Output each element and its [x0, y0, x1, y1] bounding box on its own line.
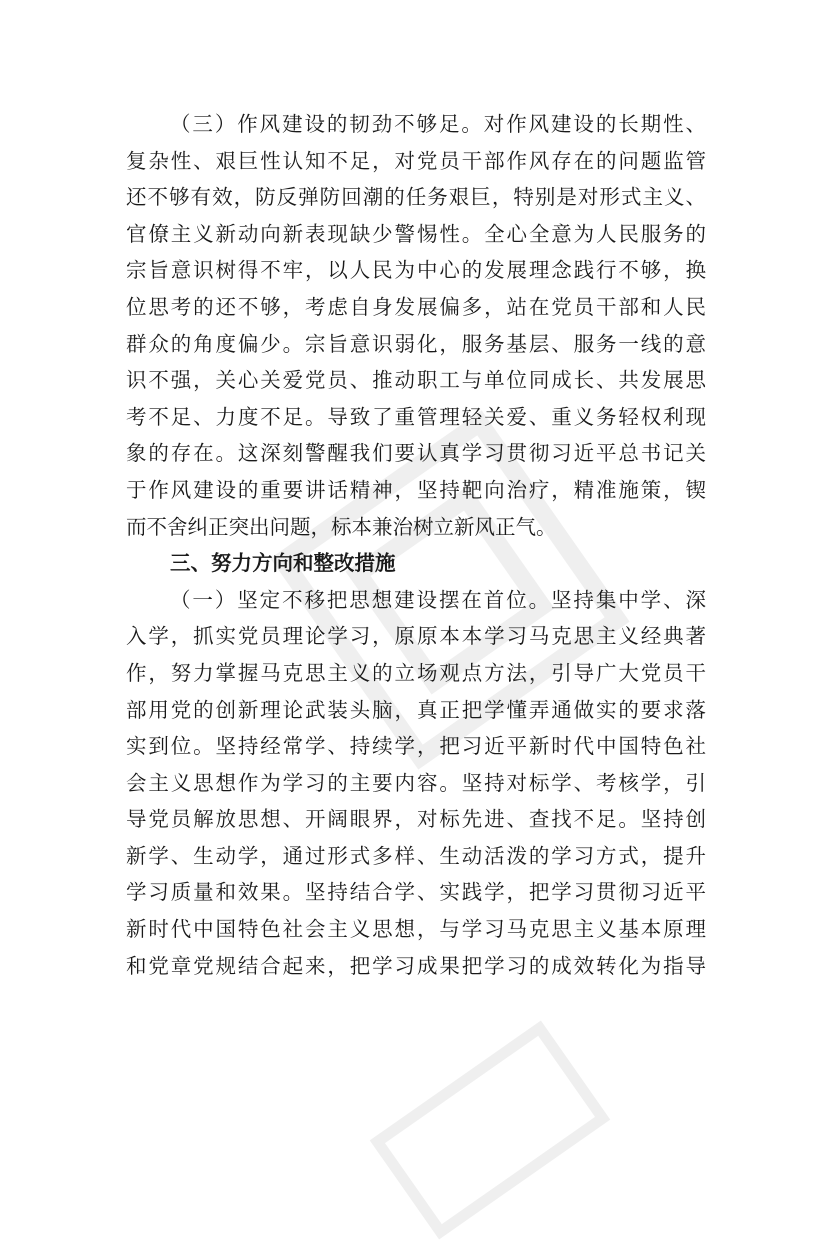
paragraph-line: 于作风建设的重要讲话精神，坚持靶向治疗，精准施策，锲 [126, 477, 706, 502]
paragraph-line: 入学，抓实党员理论学习，原原本本学习马克思主义经典著 [126, 624, 706, 649]
document-body [126, 106, 706, 984]
paragraph-line: 作，努力掌握马克思主义的立场观点方法，引导广大党员干 [126, 660, 706, 685]
paragraph-line: （一）坚定不移把思想建设摆在首位。坚持集中学、深 [170, 587, 706, 612]
watermark-bottom-icon [360, 1010, 621, 1250]
section-heading: 三、努力方向和整改措施 [170, 551, 396, 576]
paragraph-line: 会主义思想作为学习的主要内容。坚持对标学、考核学，引 [126, 770, 706, 795]
paragraph-line: 而不舍纠正突出问题，标本兼治树立新风正气。 [126, 514, 557, 539]
paragraph-line: 复杂性、艰巨性认知不足，对党员干部作风存在的问题监管 [126, 148, 706, 173]
paragraph-line: 实到位。坚持经常学、持续学，把习近平新时代中国特色社 [126, 734, 706, 759]
section-three-paragraph [126, 106, 706, 545]
paragraph-line: 学习质量和效果。坚持结合学、实践学，把学习贯彻习近平 [126, 880, 706, 905]
paragraph-line: 宗旨意识树得不牢，以人民为中心的发展理念践行不够，换 [126, 258, 706, 283]
paragraph-line: 新时代中国特色社会主义思想，与学习马克思主义基本原理 [126, 917, 706, 942]
paragraph-line: 考不足、力度不足。导致了重管理轻关爱、重义务轻权利现 [126, 404, 706, 429]
paragraph-line: 和党章党规结合起来，把学习成果把学习的成效转化为指导 [126, 953, 706, 978]
paragraph-line: 还不够有效，防反弹防回潮的任务艰巨，特别是对形式主义、 [126, 185, 706, 210]
paragraph-line: 新学、生动学，通过形式多样、生动活泼的学习方式，提升 [126, 843, 706, 868]
paragraph-line: 部用党的创新理论武装头脑，真正把学懂弄通做实的要求落 [126, 697, 706, 722]
paragraph-line: 官僚主义新动向新表现缺少警惕性。全心全意为人民服务的 [126, 221, 706, 246]
paragraph-line: 象的存在。这深刻警醒我们要认真学习贯彻习近平总书记关 [126, 441, 706, 466]
paragraph-line: 识不强，关心关爱党员、推动职工与单位同成长、共发展思 [126, 368, 706, 393]
paragraph-line: 导党员解放思想、开阔眼界，对标先进、查找不足。坚持创 [126, 807, 706, 832]
paragraph-line: （三）作风建设的韧劲不够足。对作风建设的长期性、 [170, 112, 706, 136]
measure-one-paragraph [126, 582, 706, 985]
paragraph-line: 群众的角度偏少。宗旨意识弱化，服务基层、服务一线的意 [126, 331, 706, 356]
paragraph-line: 位思考的还不够，考虑自身发展偏多，站在党员干部和人民 [126, 294, 706, 319]
